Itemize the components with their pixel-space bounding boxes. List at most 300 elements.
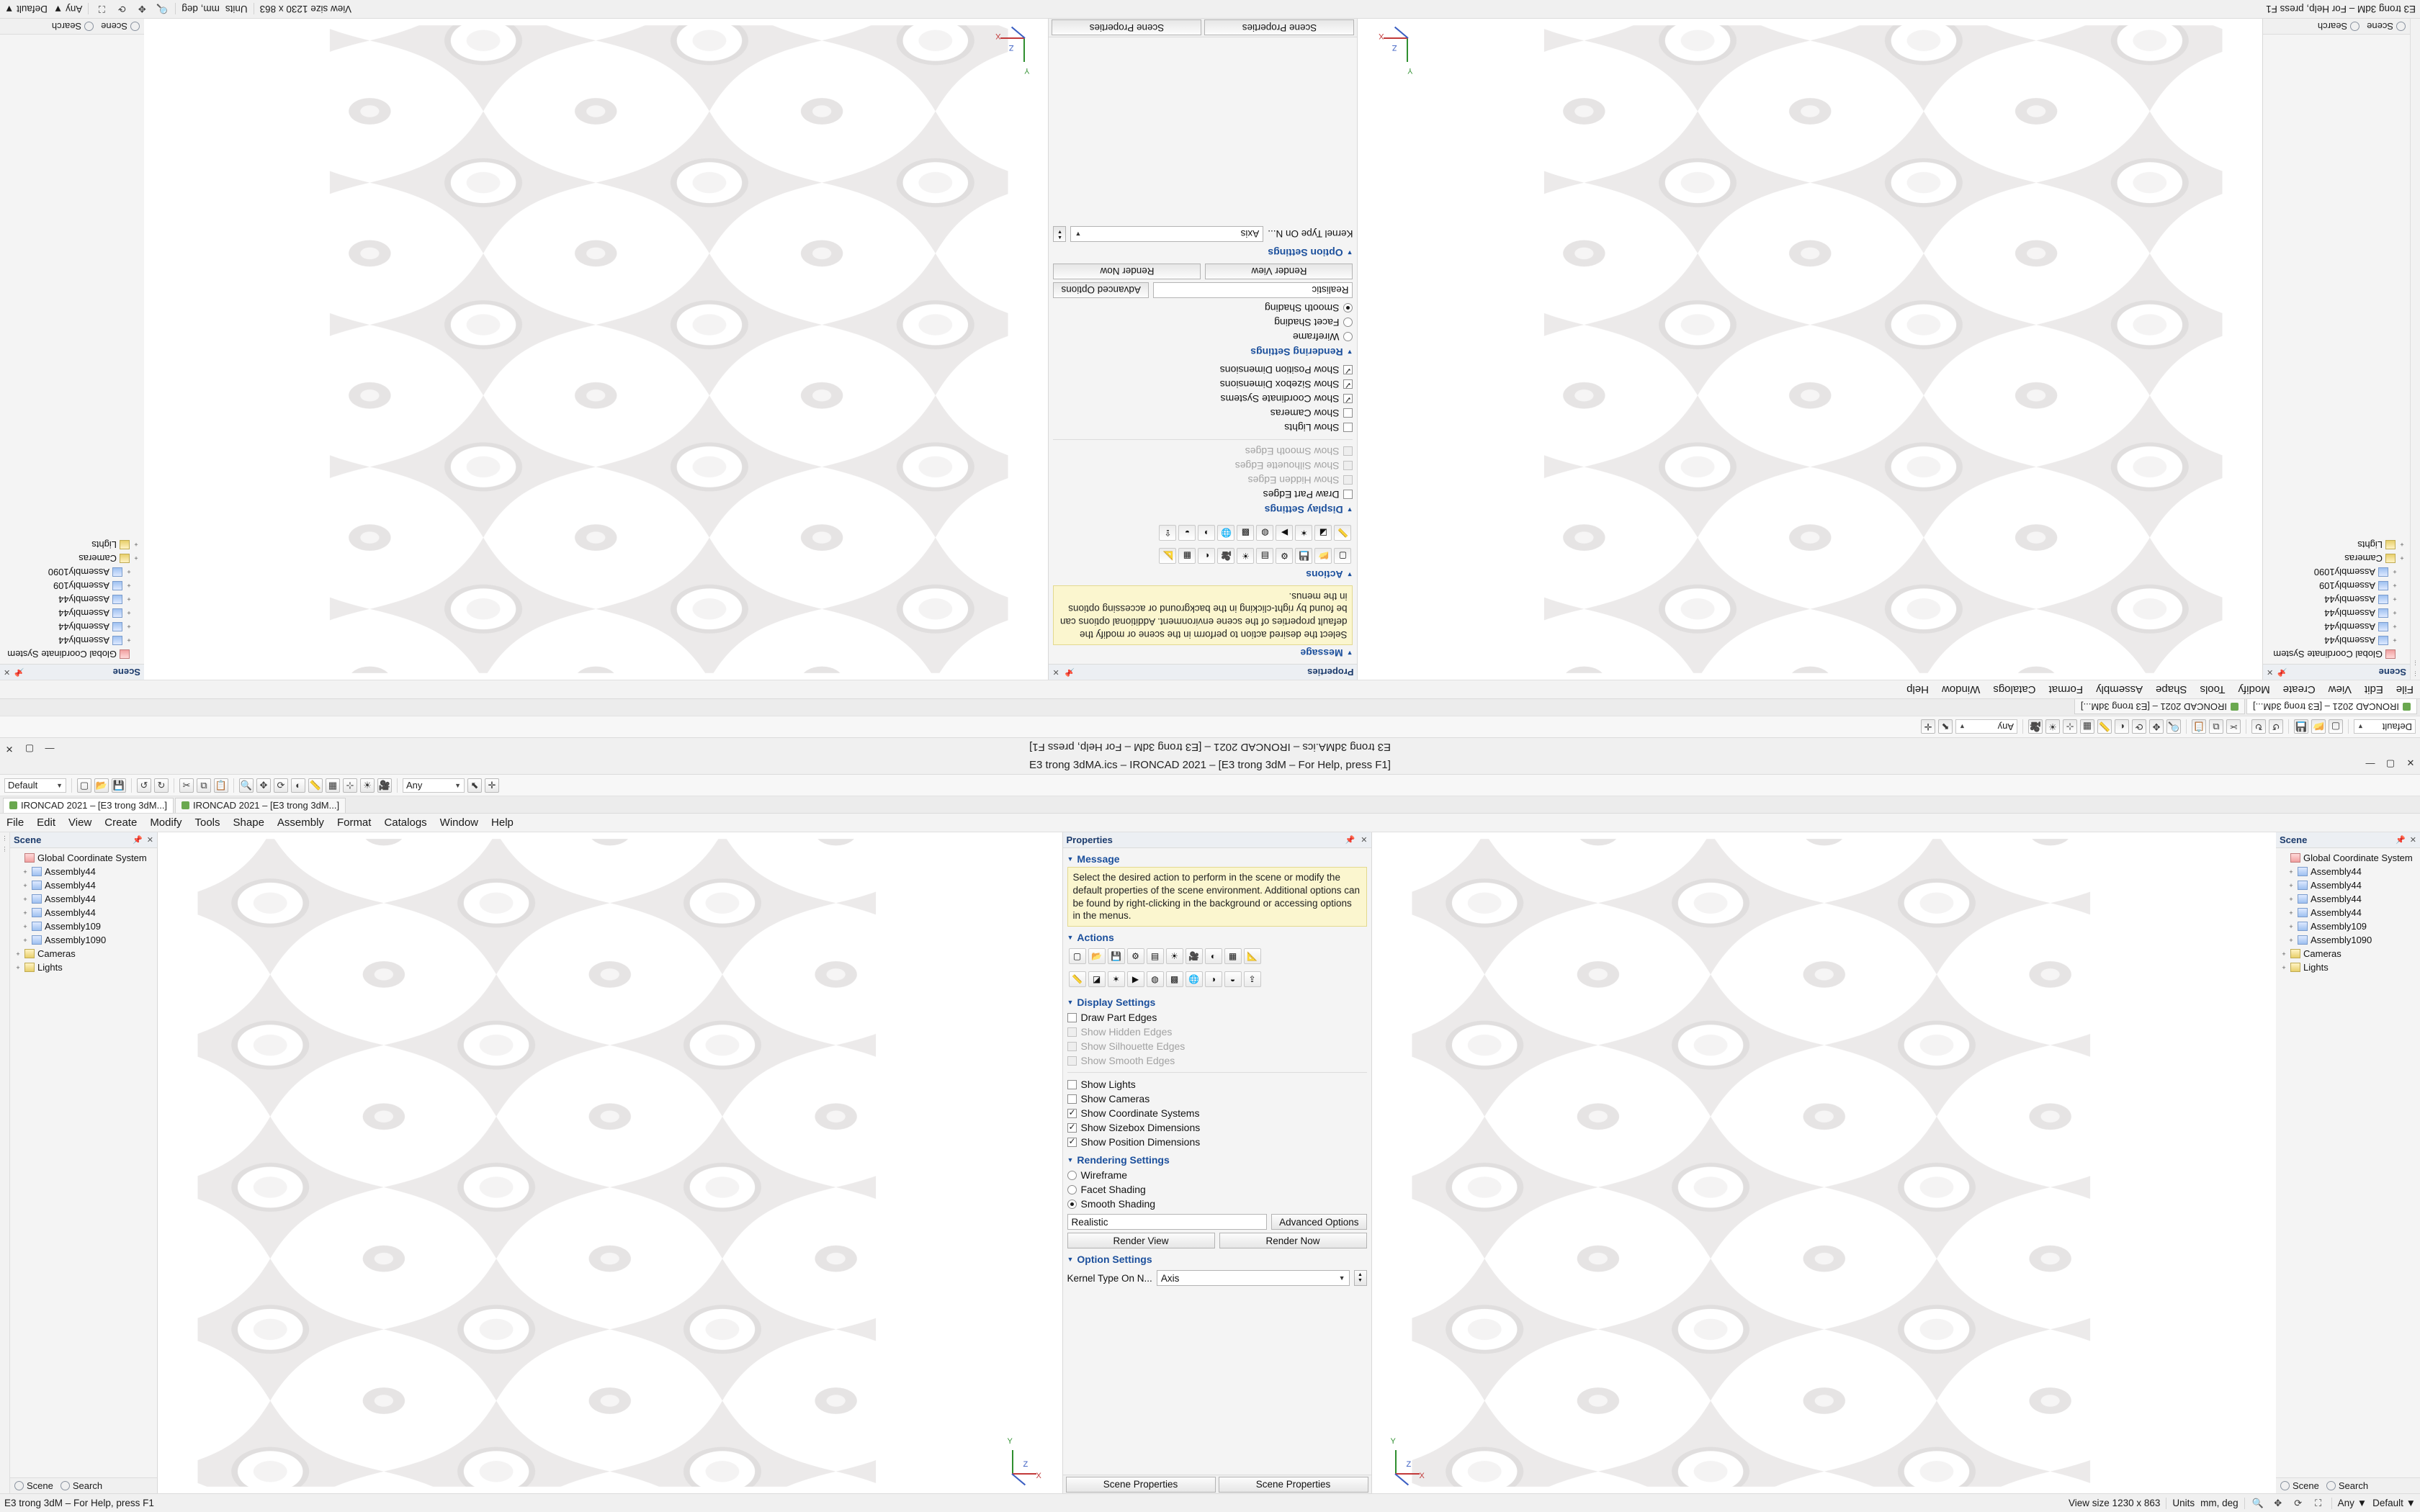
tree-item-assembly[interactable] [1,565,143,579]
status-any-combo[interactable] [53,4,82,14]
checkbox-icon[interactable] [1344,461,1353,470]
scene-properties-button-1[interactable]: Scene Properties [1066,1477,1216,1493]
kernel-spinner[interactable]: ▲ ▼ [1354,1270,1367,1286]
render-view-button[interactable]: Render View [1067,1233,1215,1248]
checkbox-icon[interactable] [1344,379,1353,389]
expander-icon[interactable]: + [2393,609,2397,617]
option-settings-header[interactable] [1067,1251,1367,1267]
texture-icon[interactable]: ▩ [1166,971,1183,987]
3d-model-pattern-right[interactable] [1372,832,2277,1493]
menu-file[interactable]: File [6,816,24,829]
render-icon[interactable]: ◐ [1205,948,1222,964]
expander-icon[interactable]: + [2289,881,2293,889]
3d-model-pattern-right[interactable] [144,19,1049,680]
redo-icon[interactable]: ↻ [154,778,169,793]
radio-smooth-shading[interactable] [1054,301,1353,315]
3d-model-pattern-left[interactable] [158,832,1062,1493]
new-scene-icon[interactable]: ▢ [1335,548,1352,564]
option-settings-header[interactable] [1054,245,1353,261]
expander-icon[interactable]: + [127,636,131,644]
pan-icon[interactable]: ✥ [2149,720,2164,734]
close-button[interactable]: ✕ [2406,757,2415,768]
measure-icon[interactable]: 📏 [308,778,323,793]
tree-item-assembly[interactable] [12,878,156,892]
radio-icon[interactable] [1344,332,1353,341]
open-icon[interactable]: 📂 [94,778,109,793]
open-icon[interactable]: 📂 [2311,720,2326,734]
toolbar-handle-icon[interactable]: ⋮ [2412,670,2419,677]
checkbox-show-sizebox-dimensions[interactable] [1067,1120,1367,1135]
checkbox-icon[interactable] [1067,1094,1077,1104]
minimize-button[interactable]: — [45,744,55,755]
checkbox-show-smooth-edges[interactable] [1067,1053,1367,1068]
close-icon[interactable]: ✕ [2409,836,2416,845]
realistic-value[interactable]: Realistic [1153,282,1353,298]
expander-icon[interactable]: + [127,582,131,590]
pan-icon[interactable]: ✥ [256,778,271,793]
expander-icon[interactable]: + [2289,895,2293,903]
tree-item-assembly[interactable] [12,865,156,878]
grid-icon[interactable]: ▦ [1179,548,1196,564]
checkbox-show-sizebox-dimensions[interactable] [1054,377,1353,392]
viewport-right[interactable] [1372,832,2277,1493]
tree-item-assembly[interactable] [1,579,143,593]
export-icon[interactable]: ⇪ [1244,971,1261,987]
radio-icon[interactable] [1067,1200,1077,1209]
menu-create[interactable]: Create [104,816,138,829]
tree-item-cameras[interactable] [2277,947,2419,960]
scene-browser-header-buttons[interactable] [133,835,153,845]
snap-icon[interactable]: ⊹ [2063,720,2077,734]
expander-icon[interactable]: + [23,868,27,876]
menu-modify[interactable]: Modify [150,816,182,829]
save-scene-icon[interactable]: 💾 [1296,548,1313,564]
radio-smooth-shading[interactable] [1067,1197,1367,1211]
actions-section-header[interactable] [1067,930,1367,945]
texture-icon[interactable]: ▩ [1237,525,1255,541]
expander-icon[interactable]: + [2393,595,2397,603]
camera-icon[interactable]: 🎥 [1186,948,1203,964]
expander-icon[interactable]: + [23,922,27,930]
open-scene-icon[interactable]: 📂 [1315,548,1332,564]
tree-item-assembly[interactable] [1,634,143,647]
pin-icon[interactable]: 📌 [1065,667,1075,676]
menu-window[interactable]: Window [439,816,479,829]
status-default-combo[interactable] [2372,1498,2416,1508]
action-icons-row-2[interactable] [1054,521,1353,544]
menu-shape[interactable]: Shape [2156,683,2187,696]
fit-icon[interactable]: ⛶ [2315,1497,2322,1508]
checkbox-draw-part-edges[interactable] [1054,487,1353,502]
tree-item-lights[interactable] [1,538,143,552]
menu-bar[interactable] [0,680,2420,698]
tree-item-assembly[interactable] [1,620,143,634]
scene-browser-right-header-buttons[interactable] [4,667,24,677]
tree-item-assembly[interactable] [2277,906,2419,919]
radio-facet-shading[interactable] [1067,1182,1367,1197]
checkbox-show-cameras[interactable] [1054,406,1353,420]
checkbox-icon[interactable] [1067,1109,1077,1118]
radio-icon[interactable] [1344,303,1353,312]
checkbox-show-coordinate-systems[interactable] [1054,392,1353,406]
kernel-spinner[interactable]: ▲ ▼ [1054,226,1067,242]
kernel-type-combo[interactable] [1157,1270,1350,1286]
close-icon[interactable]: ✕ [2267,667,2274,676]
document-tab-1[interactable] [2246,699,2417,714]
checkbox-show-cameras[interactable] [1067,1092,1367,1106]
tree-item-assembly[interactable] [12,906,156,919]
checkbox-icon[interactable] [1067,1027,1077,1037]
tree-item-assembly[interactable] [2264,620,2408,634]
checkbox-show-lights[interactable] [1067,1077,1367,1092]
any-combo[interactable] [1955,720,2017,734]
checkbox-icon[interactable] [1344,408,1353,418]
measure-icon[interactable]: 📏 [1335,525,1352,541]
menu-edit[interactable]: Edit [37,816,56,829]
render-view-button[interactable]: Render View [1206,264,1353,279]
orbit-icon[interactable]: ⟳ [2132,720,2146,734]
tree-item-assembly[interactable] [2277,865,2419,878]
expander-icon[interactable]: + [127,609,131,617]
checkbox-show-silhouette-edges[interactable] [1067,1039,1367,1053]
scene-properties-button-1[interactable]: Scene Properties [1205,20,1355,36]
exploded-view-icon[interactable]: ✶ [1296,525,1313,541]
camera-icon[interactable]: 🎥 [2028,720,2043,734]
tree-item-assembly[interactable] [12,919,156,933]
material-icon[interactable]: ◍ [1257,525,1274,541]
close-icon[interactable]: ✕ [146,836,153,845]
tab-search[interactable] [60,1480,102,1491]
properties-footer[interactable] [1049,19,1358,37]
expander-icon[interactable]: + [2400,541,2404,549]
animation-icon[interactable]: ▶ [1276,525,1294,541]
move-icon[interactable]: ✛ [485,778,499,793]
tab-scene-right[interactable] [2280,1480,2319,1491]
material-icon[interactable]: ◍ [1147,971,1164,987]
expander-icon[interactable]: + [23,936,27,944]
window-controls[interactable] [3,743,56,755]
scene-tree-right[interactable] [2276,848,2420,1477]
expander-icon[interactable]: + [2400,554,2404,562]
tree-item-cameras[interactable] [2264,552,2408,565]
select-icon[interactable]: ⬉ [467,778,482,793]
properties-header-buttons[interactable] [1345,835,1368,845]
viewport-left[interactable] [1358,19,2263,680]
scene-browser-header-buttons[interactable] [2267,667,2287,677]
properties-header-buttons[interactable] [1053,667,1075,677]
render-now-button[interactable]: Render Now [1054,264,1201,279]
tree-item-assembly[interactable] [12,892,156,906]
window-controls[interactable] [2364,757,2417,769]
pan-status-icon[interactable]: ✥ [138,4,146,15]
measure-icon[interactable]: 📏 [2097,720,2112,734]
orbit-status-icon[interactable]: ⟳ [2294,1497,2303,1508]
action-icons-row-1[interactable] [1067,945,1367,968]
tree-item-cameras[interactable] [12,947,156,960]
maximize-button[interactable]: ▢ [2385,757,2396,768]
tab-search-right[interactable] [2326,1480,2368,1491]
export-icon[interactable]: ⇪ [1160,525,1177,541]
checkbox-icon[interactable] [1067,1080,1077,1089]
new-scene-icon[interactable]: ▢ [1069,948,1086,964]
checkbox-icon[interactable] [1344,475,1353,485]
tree-item-global-coordinate-system[interactable] [2264,647,2408,661]
scene-browser-right-header-buttons[interactable] [2396,835,2416,845]
close-button[interactable]: ✕ [5,744,14,755]
rendering-settings-header[interactable] [1054,344,1353,360]
expander-icon[interactable]: + [134,554,138,562]
zoom-in-icon[interactable]: 🔍 [156,4,169,15]
menu-format[interactable]: Format [2048,683,2084,696]
message-section-header[interactable] [1067,851,1367,867]
menu-bar[interactable] [0,814,2420,832]
expander-icon[interactable]: + [16,963,20,971]
orbit-status-icon[interactable]: ⟳ [117,4,126,15]
tree-item-assembly[interactable] [1,606,143,620]
checkbox-icon[interactable] [1344,365,1353,374]
profile-combo[interactable] [2354,720,2416,734]
document-tabs[interactable] [0,796,2420,814]
environment-icon[interactable]: 🌐 [1186,971,1203,987]
menu-view[interactable]: View [2328,683,2352,696]
tree-item-lights[interactable] [2277,960,2419,974]
viewport-right[interactable] [144,19,1049,680]
reflection-icon[interactable]: ◒ [1224,971,1242,987]
tab-scene[interactable] [2367,21,2406,32]
copy-icon[interactable]: ⧉ [197,778,211,793]
exploded-view-icon[interactable]: ✶ [1108,971,1125,987]
paste-icon[interactable]: 📋 [214,778,228,793]
environment-icon[interactable]: 🌐 [1218,525,1235,541]
zoom-in-icon[interactable]: 🔍 [2251,1497,2264,1508]
tree-item-assembly[interactable] [2264,579,2408,593]
new-icon[interactable]: ▢ [2329,720,2343,734]
expander-icon[interactable]: + [23,895,27,903]
toolbar-handle-icon[interactable]: ⋮ [1,835,8,842]
menu-catalogs[interactable]: Catalogs [1993,683,2036,696]
section-icon[interactable]: ◪ [1315,525,1332,541]
render-icon[interactable]: ◐ [1198,548,1216,564]
tree-item-assembly[interactable] [2264,634,2408,647]
tree-item-global-coordinate-system[interactable] [2277,851,2419,865]
light-icon[interactable]: ☀ [360,778,375,793]
grid-icon[interactable]: ▦ [326,778,340,793]
grid-icon[interactable]: ▦ [2080,720,2094,734]
checkbox-show-silhouette-edges[interactable] [1054,459,1353,473]
properties-footer[interactable] [1063,1475,1371,1493]
render-icon[interactable]: ◐ [291,778,305,793]
camera-icon[interactable]: 🎥 [377,778,392,793]
checkbox-show-coordinate-systems[interactable] [1067,1106,1367,1120]
measure-icon[interactable]: 📏 [1069,971,1086,987]
profile-combo[interactable] [4,778,66,793]
render-icon[interactable]: ◐ [2115,720,2129,734]
select-icon[interactable]: ⬉ [1938,720,1953,734]
fit-icon[interactable]: ⛶ [98,4,105,15]
save-icon[interactable]: 💾 [2294,720,2308,734]
radio-facet-shading[interactable] [1054,315,1353,330]
close-icon[interactable]: ✕ [1361,836,1368,845]
close-icon[interactable]: ✕ [4,667,11,676]
menu-help[interactable]: Help [491,816,514,829]
expander-icon[interactable]: + [2393,623,2397,631]
paste-icon[interactable]: 📋 [2192,720,2206,734]
radio-wireframe[interactable] [1067,1168,1367,1182]
pin-icon[interactable]: 📌 [14,667,24,676]
copy-icon[interactable]: ⧉ [2209,720,2223,734]
tab-search[interactable] [2318,21,2360,32]
left-toolbar-strip[interactable] [0,832,10,1493]
expander-icon[interactable]: + [23,881,27,889]
save-icon[interactable]: 💾 [112,778,126,793]
expander-icon[interactable]: + [16,950,20,958]
3d-model-pattern-left[interactable] [1358,19,2263,680]
checkbox-icon[interactable] [1067,1123,1077,1133]
lighting-icon[interactable]: ☀ [1166,948,1183,964]
radio-wireframe[interactable] [1054,330,1353,344]
checkbox-show-smooth-edges[interactable] [1054,444,1353,459]
tree-item-assembly[interactable] [2264,565,2408,579]
expander-icon[interactable]: + [127,623,131,631]
scene-properties-button-2[interactable]: Scene Properties [1219,1477,1368,1493]
tree-item-assembly[interactable] [12,933,156,947]
tree-item-assembly[interactable] [2277,919,2419,933]
render-now-button[interactable]: Render Now [1219,1233,1367,1248]
actions-section-header[interactable] [1054,567,1353,582]
orbit-icon[interactable]: ⟳ [274,778,288,793]
checkbox-show-hidden-edges[interactable] [1054,473,1353,487]
action-icons-row-2[interactable] [1067,968,1367,991]
scene-tree-right[interactable] [0,35,144,664]
tree-item-assembly[interactable] [2277,892,2419,906]
checkbox-icon[interactable] [1344,394,1353,403]
snap-icon[interactable]: ⊹ [343,778,357,793]
toolbar-handle-icon[interactable]: ⋮ [1,846,8,852]
open-scene-icon[interactable]: 📂 [1088,948,1106,964]
background-icon[interactable]: ▤ [1147,948,1164,964]
tree-item-assembly[interactable] [1,593,143,606]
menu-file[interactable]: File [2396,683,2414,696]
expander-icon[interactable]: + [2393,568,2397,576]
display-settings-header[interactable] [1054,502,1353,518]
grid-icon[interactable]: ▦ [1224,948,1242,964]
scene-browser-tabs[interactable] [10,1477,157,1493]
scene-tree[interactable] [10,848,157,1477]
status-default-combo[interactable] [4,4,48,14]
document-tab-1[interactable] [3,798,174,813]
reflection-icon[interactable]: ◒ [1179,525,1196,541]
viewport-left[interactable] [158,832,1062,1493]
checkbox-show-lights[interactable] [1054,420,1353,435]
zoom-icon[interactable]: 🔍 [2166,720,2181,734]
scene-browser-tabs[interactable] [2263,19,2410,35]
close-icon[interactable]: ✕ [1052,667,1059,676]
undo-icon[interactable]: ↺ [2269,720,2283,734]
section-icon[interactable]: ◪ [1088,971,1106,987]
menu-help[interactable]: Help [1906,683,1929,696]
checkbox-icon[interactable] [1067,1013,1077,1022]
advanced-options-button[interactable]: Advanced Options [1271,1214,1366,1230]
menu-modify[interactable]: Modify [2238,683,2270,696]
menu-assembly[interactable]: Assembly [2096,683,2143,696]
background-icon[interactable]: ▤ [1257,548,1274,564]
pin-icon[interactable]: 📌 [133,836,143,845]
menu-tools[interactable]: Tools [194,816,220,829]
menu-edit[interactable]: Edit [2364,683,2383,696]
tree-item-global-coordinate-system[interactable] [12,851,156,865]
minimize-button[interactable]: — [2365,757,2375,768]
new-icon[interactable]: ▢ [77,778,91,793]
expander-icon[interactable]: + [2393,636,2397,644]
menu-create[interactable]: Create [2282,683,2316,696]
checkbox-icon[interactable] [1067,1138,1077,1147]
pin-icon[interactable]: 📌 [2277,667,2287,676]
expander-icon[interactable]: + [2289,922,2293,930]
checkbox-show-position-dimensions[interactable] [1054,363,1353,377]
expander-icon[interactable]: + [2289,909,2293,917]
rendering-settings-header[interactable] [1067,1152,1367,1168]
radio-icon[interactable] [1067,1171,1077,1180]
tab-scene-right[interactable] [101,21,140,32]
checkbox-draw-part-edges[interactable] [1067,1010,1367,1025]
checkbox-icon[interactable] [1067,1042,1077,1051]
tree-item-lights[interactable] [2264,538,2408,552]
shadow-icon[interactable]: ◑ [1198,525,1216,541]
expander-icon[interactable]: + [127,568,131,576]
units-icon[interactable]: 📐 [1244,948,1261,964]
scene-props-icon[interactable]: ⚙ [1127,948,1144,964]
cut-icon[interactable]: ✂ [2226,720,2241,734]
checkbox-show-position-dimensions[interactable] [1067,1135,1367,1149]
expander-icon[interactable]: + [2282,950,2286,958]
tree-item-global-coordinate-system[interactable] [1,647,143,661]
expander-icon[interactable]: + [2289,868,2293,876]
document-tab-2[interactable] [2074,699,2245,714]
tree-item-assembly[interactable] [2264,606,2408,620]
menu-shape[interactable]: Shape [233,816,264,829]
tree-item-assembly[interactable] [2277,878,2419,892]
redo-icon[interactable]: ↻ [2251,720,2266,734]
tab-scene[interactable] [14,1480,53,1491]
pin-icon[interactable]: 📌 [2396,836,2406,845]
shadow-icon[interactable]: ◑ [1205,971,1222,987]
light-icon[interactable]: ☀ [2045,720,2060,734]
save-scene-icon[interactable]: 💾 [1108,948,1125,964]
menu-catalogs[interactable]: Catalogs [384,816,427,829]
menu-format[interactable]: Format [336,816,372,829]
expander-icon[interactable]: + [2282,963,2286,971]
left-toolbar-strip[interactable] [2410,19,2420,680]
action-icons-row-1[interactable] [1054,544,1353,567]
undo-icon[interactable]: ↺ [137,778,151,793]
expander-icon[interactable]: + [23,909,27,917]
advanced-options-button[interactable]: Advanced Options [1054,282,1149,298]
document-tab-2[interactable] [175,798,346,813]
checkbox-icon[interactable] [1344,490,1353,499]
scene-props-icon[interactable]: ⚙ [1276,548,1294,564]
radio-icon[interactable] [1067,1185,1077,1194]
scene-browser-right-tabs[interactable] [0,19,144,35]
move-icon[interactable]: ✛ [1921,720,1935,734]
scene-tree[interactable] [2263,35,2410,664]
any-combo[interactable] [403,778,465,793]
kernel-type-combo[interactable] [1071,226,1264,242]
realistic-value[interactable]: Realistic [1067,1214,1268,1230]
checkbox-icon[interactable] [1344,446,1353,456]
camera-icon[interactable]: 🎥 [1218,548,1235,564]
menu-view[interactable]: View [68,816,92,829]
cut-icon[interactable]: ✂ [179,778,194,793]
